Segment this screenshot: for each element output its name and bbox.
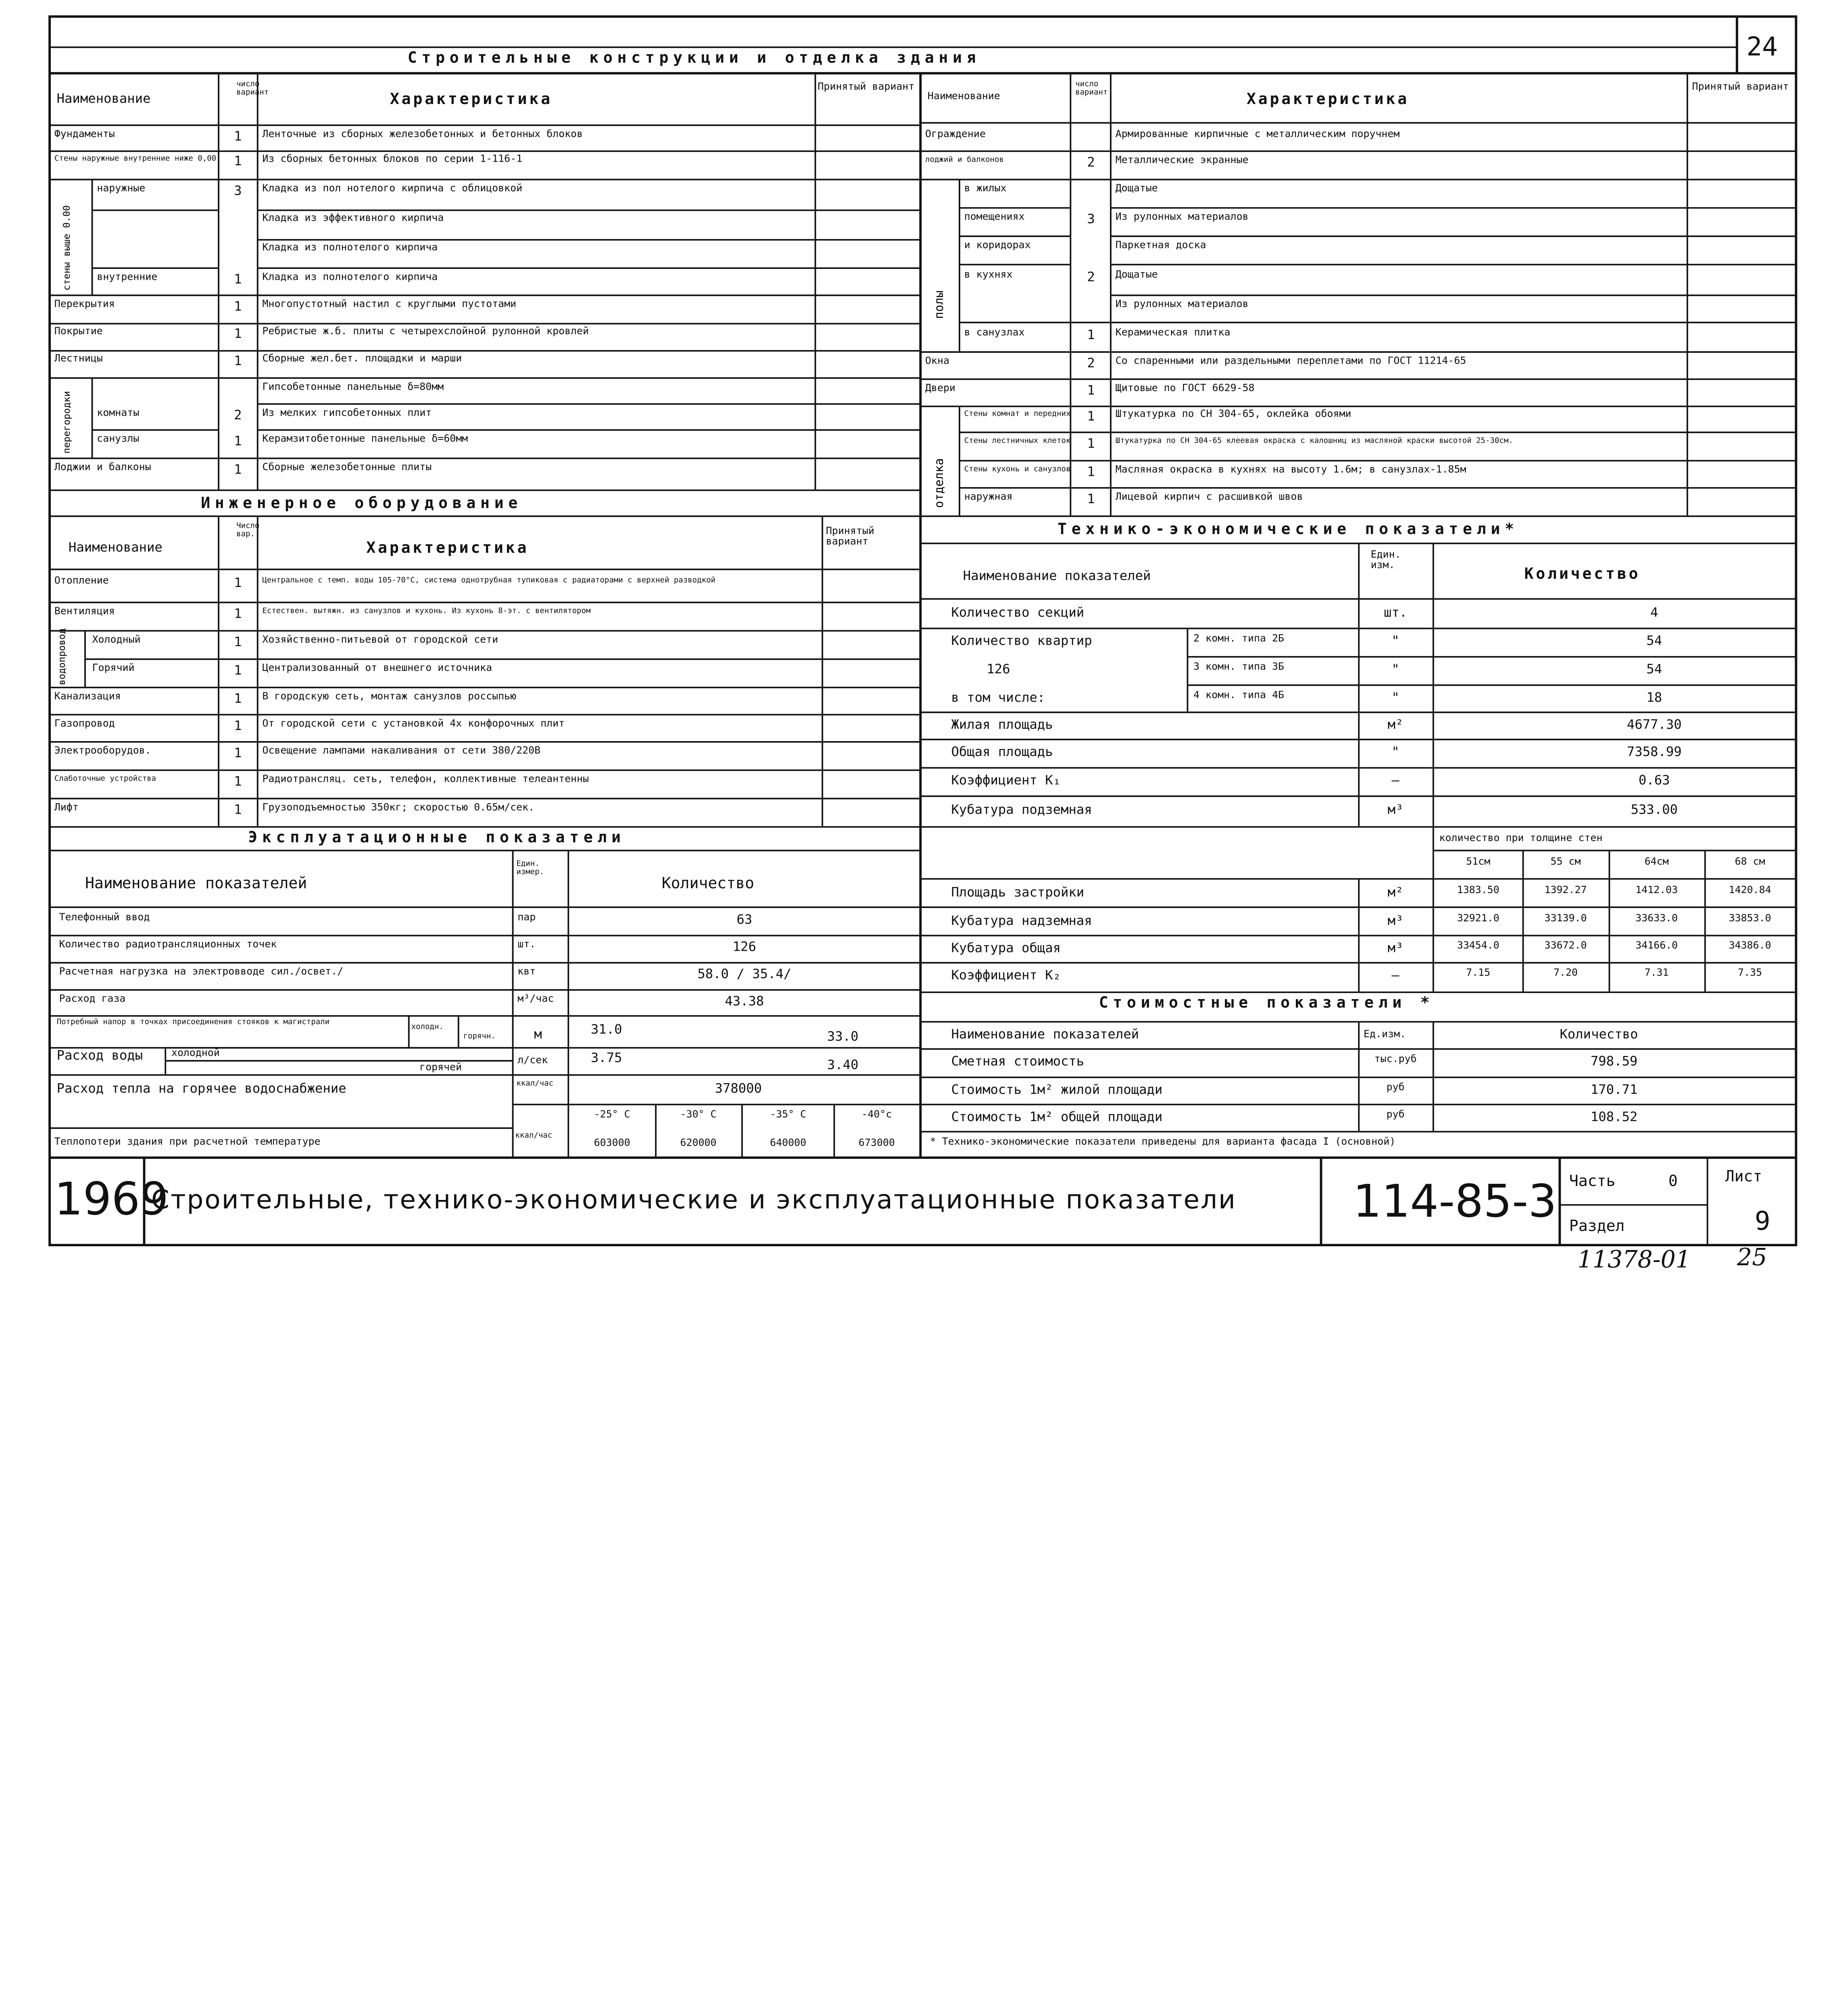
row-unit: м³/час (517, 993, 554, 1006)
row-name: Сметная стоимость (951, 1054, 1084, 1069)
row-characteristic: Хозяйственно-питьевой от городской сети (262, 634, 498, 646)
row-subtype: 3 комн. типа 3Б (1193, 661, 1285, 673)
row-name: Расход газа (59, 993, 126, 1006)
row-variant-count: 1 (234, 353, 242, 369)
row-quantity: 7358.99 (1627, 744, 1682, 760)
row-name: внутренние (97, 271, 158, 284)
water-supply-label: водопровод (56, 628, 67, 685)
main-title: Строительные конструкции и отделка здания (407, 50, 981, 67)
engineering-title: Инженерное оборудование (201, 495, 523, 513)
col-header-accepted: Принятый вариант (818, 81, 915, 94)
row-characteristic: Ребристые ж.б. плиты с четырехслойной рулонной кровлей (262, 326, 589, 338)
exp-header-unit: Един. измер. (516, 858, 544, 876)
row-characteristic: Грузоподъемностью 350кг; скоростью 0.65м/сек. (262, 802, 535, 814)
partitions-label: перегородки (61, 391, 72, 454)
pressure-name: Потребный напор в точках присоединения стояков к магистрали (56, 1017, 330, 1027)
row-characteristic: Центральное с темп. воды 105-70°C, система однотрубная тупиковая с радиаторами с верхней разводкой (262, 575, 716, 585)
row-characteristic: Сборные жел.бет. площадки и марши (262, 353, 462, 365)
row-name: Окна (925, 355, 950, 368)
row-name: Кубатура надземная (951, 913, 1092, 929)
row-characteristic: Керамзитобетонные панельные δ=60мм (262, 433, 468, 446)
row-quantity: 4677.30 (1627, 717, 1682, 733)
row-characteristic: Штукатурка по СН 304-65 клеевая окраска с калошниц из масляной краски высотой 25-30см. (1115, 436, 1513, 446)
row-characteristic: Естествен. вытяжн. из санузлов и кухонь. Из кухонь 8-эт. с вентилятором (262, 606, 591, 616)
row-quantity: 533.00 (1631, 802, 1678, 818)
wall-value: 1383.50 (1457, 885, 1499, 897)
temperature-label: -30° С (680, 1109, 717, 1121)
row-characteristic: Радиотрансляц. сеть, телефон, коллективные телеантенны (262, 774, 589, 786)
wall-thickness-col: 64см (1644, 856, 1669, 868)
wall-value: 34386.0 (1729, 940, 1771, 952)
stamp-year: 1969 (54, 1173, 169, 1225)
row-characteristic: Сборные железобетонные плиты (262, 462, 432, 474)
temperature-label: -35° С (770, 1109, 807, 1121)
row-quantity: 0.63 (1638, 773, 1670, 788)
row-unit: — (1391, 773, 1399, 788)
row-name: Стены наружные внутренние ниже 0,00 (54, 153, 217, 163)
walls-above-label: стены выше 0.00 (61, 205, 72, 291)
row-name: Стоимость 1м² общей площади (951, 1109, 1163, 1125)
row-variant-count: 1 (234, 575, 242, 591)
row-unit: руб (1386, 1109, 1405, 1121)
row-name: в кухнях (964, 269, 1013, 281)
row-name: Площадь застройки (951, 885, 1084, 900)
col-header-name-right: Наименование (927, 91, 1000, 103)
row-variant-count: 1 (234, 606, 242, 622)
row-unit: м³ (1387, 802, 1404, 818)
exp-header-name: Наименование показателей (85, 875, 307, 893)
finish-label: отделка (933, 458, 947, 508)
row-characteristic: Металлические экранные (1115, 154, 1249, 167)
row-variant-count: 1 (234, 662, 242, 678)
wall-value: 34166.0 (1635, 940, 1678, 952)
pressure-unit: м (534, 1026, 542, 1042)
row-name: Коэффициент K₂ (951, 967, 1061, 983)
row-unit: м³ (1387, 940, 1404, 956)
row-variant-count: 3 (1087, 211, 1095, 227)
wall-value: 33454.0 (1457, 940, 1499, 952)
row-variant-count: 1 (234, 774, 242, 789)
row-name: Кубатура общая (951, 940, 1061, 956)
row-name: лоджий и балконов (925, 154, 1004, 165)
row-characteristic: Кладка из эффективного кирпича (262, 212, 444, 225)
row-variant-count: 2 (234, 407, 242, 423)
stamp-title: Строительные, технико-экономические и эксплуатационные показатели (151, 1186, 1237, 1216)
row-unit: м³ (1387, 913, 1404, 929)
row-quantity: 4 (1650, 605, 1658, 621)
row-variant-count: 1 (234, 802, 242, 818)
row-variant-count: 1 (1087, 327, 1095, 343)
row-characteristic: Паркетная доска (1115, 240, 1206, 252)
row-name: Стены комнат и передних (964, 408, 1071, 419)
heat-loss-unit: ккал/час (515, 1130, 553, 1140)
wall-value: 1392.27 (1544, 885, 1587, 897)
row-name: Покрытие (54, 326, 103, 338)
pressure-hot-value: 33.0 (827, 1029, 859, 1044)
row-variant-count: 1 (234, 634, 242, 650)
row-name: Количество квартир (951, 633, 1092, 649)
inventory-number: 11378-01 (1577, 1245, 1691, 1274)
row-variant-count: 1 (1087, 436, 1095, 452)
row-quantity: 798.59 (1590, 1054, 1638, 1069)
wall-value: 33672.0 (1544, 940, 1587, 952)
footnote: * Технико-экономические показатели приведены для варианта фасада I (основной) (930, 1136, 1396, 1148)
row-characteristic: Ленточные из сборных железобетонных и бетонных блоков (262, 129, 583, 141)
row-characteristic: Лицевой кирпич с расшивкой швов (1115, 491, 1303, 504)
wall-value: 33633.0 (1635, 913, 1678, 925)
col-header-accepted-right: Принятый вариант (1692, 81, 1789, 94)
heat-hot-name: Расход тепла на горячее водоснабжение (56, 1081, 346, 1096)
wall-value: 7.31 (1644, 967, 1669, 979)
row-name: в том числе: (951, 690, 1045, 706)
wall-value: 33139.0 (1544, 913, 1587, 925)
row-characteristic: Гипсобетонные панельные δ=80мм (262, 381, 444, 394)
row-name: Общая площадь (951, 744, 1053, 760)
heat-loss-value: 640000 (770, 1137, 807, 1150)
row-unit: тыс.руб (1374, 1054, 1417, 1066)
row-characteristic: Централизованный от внешнего источника (262, 662, 492, 675)
row-name: Лифт (54, 802, 79, 814)
eng-header-accepted: Принятый вариант (826, 525, 874, 548)
row-quantity: 54 (1646, 661, 1662, 677)
row-variant-count: 2 (1087, 269, 1095, 285)
row-characteristic: Керамическая плитка (1115, 327, 1230, 339)
row-quantity: 170.71 (1590, 1082, 1638, 1098)
row-name: Холодный (92, 634, 141, 646)
row-name: наружная (964, 491, 1013, 504)
row-name: Отопление (54, 575, 109, 587)
row-name: Количество радиотрансляционных точек (59, 939, 277, 951)
row-characteristic: Многопустотный настил с круглыми пустотами (262, 299, 517, 311)
row-variant-count: 1 (1087, 408, 1095, 424)
col-header-char-right: Характеристика (1246, 91, 1410, 109)
row-characteristic: Из мелких гипсобетонных плит (262, 407, 432, 420)
row-characteristic: Кладка из полнотелого кирпича (262, 242, 438, 254)
col-header-count-right: число вариант (1075, 79, 1108, 96)
row-unit: м² (1387, 885, 1404, 900)
row-name: Коэффициент K₁ (951, 773, 1061, 788)
row-characteristic: Из сборных бетонных блоков по серии 1-116-1 (262, 153, 523, 166)
row-name: Лоджии и балконы (54, 462, 151, 474)
col-header-count: число вариант (236, 79, 269, 96)
row-variant-count: 1 (234, 153, 242, 169)
stamp-sheet-label: Лист (1725, 1168, 1762, 1186)
row-name: Двери (925, 383, 956, 395)
heat-loss-value: 620000 (680, 1137, 717, 1150)
row-quantity: 126 (732, 939, 756, 955)
water-use-name: Расход воды (56, 1048, 143, 1063)
row-characteristic: Щитовые по ГОСТ 6629-58 (1115, 383, 1255, 395)
row-name: Жилая площадь (951, 717, 1053, 733)
tep-title: Технико-экономические показатели* (1057, 521, 1519, 539)
row-name: Канализация (54, 691, 121, 703)
row-unit: шт. (517, 939, 536, 951)
walls-thickness-header: количество при толщине стен (1439, 833, 1603, 845)
row-variant-count: 1 (1087, 491, 1095, 507)
row-characteristic: Масляная окраска в кухнях на высоту 1.6м; в санузлах-1.85м (1115, 464, 1466, 476)
row-quantity: 54 (1646, 633, 1662, 649)
row-name: 126 (986, 661, 1010, 677)
temperature-label: -40°с (861, 1109, 892, 1121)
wall-value: 7.35 (1738, 967, 1762, 979)
row-unit: м² (1387, 717, 1404, 733)
row-unit: " (1391, 744, 1399, 760)
row-variant-count: 1 (234, 433, 242, 449)
row-name: Вентиляция (54, 606, 115, 618)
row-name: Расчетная нагрузка на электровводе сил./освет./ (59, 966, 344, 978)
row-unit: квт (517, 966, 536, 978)
row-name: Количество секций (951, 605, 1084, 621)
stamp-sheet: 9 (1754, 1207, 1771, 1237)
row-quantity: 108.52 (1590, 1109, 1638, 1125)
eng-header-name: Наименование (68, 539, 163, 556)
row-name: комнаты (97, 407, 140, 420)
row-name: в санузлах (964, 327, 1025, 339)
row-unit: руб (1386, 1082, 1405, 1094)
row-variant-count: 2 (1087, 355, 1095, 371)
row-unit: — (1391, 967, 1399, 983)
row-subtype: 2 комн. типа 2Б (1193, 633, 1285, 645)
heat-loss-value: 603000 (594, 1137, 630, 1150)
row-unit: " (1391, 633, 1399, 649)
row-characteristic: Из рулонных материалов (1115, 211, 1249, 223)
row-name: Стены лестничных клеток (964, 436, 1071, 446)
row-variant-count: 1 (1087, 464, 1095, 480)
wall-thickness-col: 55 см (1550, 856, 1581, 868)
cost-header-unit: Ед.изм. (1363, 1029, 1406, 1041)
row-variant-count: 1 (234, 271, 242, 287)
pressure-cold-value: 31.0 (590, 1022, 622, 1037)
temperature-label: -25° С (594, 1109, 630, 1121)
wall-value: 32921.0 (1457, 913, 1499, 925)
row-name: помещениях (964, 211, 1025, 223)
wall-thickness-col: 68 см (1735, 856, 1765, 868)
row-variant-count: 1 (234, 718, 242, 734)
row-name: Стоимость 1м² жилой площади (951, 1082, 1163, 1098)
tep-header-name: Наименование показателей (963, 568, 1151, 584)
row-name: Ограждение (925, 129, 986, 141)
row-characteristic: Дощатые (1115, 183, 1158, 195)
wall-value: 33853.0 (1729, 913, 1771, 925)
wall-value: 1412.03 (1635, 885, 1678, 897)
row-characteristic: Кладка из полнотелого кирпича (262, 271, 438, 284)
row-variant-count: 1 (1087, 383, 1095, 398)
tep-header-qty: Количество (1524, 566, 1641, 584)
cost-header-name: Наименование показателей (951, 1026, 1139, 1042)
row-characteristic: Штукатурка по СН 304-65, оклейка обоями (1115, 408, 1351, 421)
row-unit: " (1391, 661, 1399, 677)
row-variant-count: 1 (234, 299, 242, 314)
floors-label: полы (933, 290, 947, 319)
stamp-section-label: Раздел (1569, 1218, 1625, 1236)
row-name: Фундаменты (54, 129, 115, 141)
heat-hot-unit: ккал/час (516, 1078, 554, 1088)
row-name: санузлы (97, 433, 140, 446)
row-variant-count: 3 (234, 183, 242, 199)
row-characteristic: Из рулонных материалов (1115, 299, 1249, 311)
row-quantity: 63 (736, 912, 753, 927)
row-variant-count: 1 (234, 745, 242, 761)
page-number: 25 (1737, 1243, 1767, 1271)
stamp-code: 114-85-3 (1353, 1175, 1557, 1228)
row-characteristic: Дощатые (1115, 269, 1158, 281)
cost-header-qty: Количество (1560, 1026, 1638, 1042)
row-quantity: 43.38 (725, 993, 764, 1009)
row-name: Кубатура подземная (951, 802, 1092, 818)
row-unit: пар (517, 912, 536, 924)
water-use-cold: холодной (171, 1048, 220, 1060)
stamp-part: 0 (1668, 1173, 1678, 1191)
row-name: Слаботочные устройства (54, 774, 156, 783)
row-name: Газопровод (54, 718, 115, 730)
heat-loss-name: Теплопотери здания при расчетной температуре (54, 1136, 321, 1148)
eng-header-char: Характеристика (366, 539, 529, 558)
exploitation-title: Эксплуатационные показатели (248, 829, 626, 847)
row-variant-count: 2 (1087, 154, 1095, 170)
wall-thickness-col: 51см (1466, 856, 1491, 868)
row-name: в жилых (964, 183, 1007, 195)
row-unit: " (1391, 690, 1399, 706)
row-name: Лестницы (54, 353, 103, 365)
cost-title: Стоимостные показатели * (1099, 994, 1435, 1012)
row-name: и коридорах (964, 240, 1031, 252)
heat-loss-value: 673000 (858, 1137, 895, 1150)
pressure-hot: горячн. (463, 1031, 496, 1041)
stamp-part-label: Часть (1569, 1173, 1616, 1191)
row-name: наружные (97, 183, 146, 195)
eng-header-count: Число вар. (236, 521, 260, 538)
heat-hot-value: 378000 (715, 1081, 762, 1096)
row-characteristic: Кладка из пол нотелого кирпича с облицовкой (262, 183, 523, 195)
wall-value: 7.15 (1466, 967, 1491, 979)
water-use-unit: л/сек (517, 1055, 548, 1067)
row-characteristic: Освещение лампами накаливания от сети 380/220В (262, 745, 541, 758)
row-quantity: 18 (1646, 690, 1662, 706)
row-name: Стены кухонь и санузлов (964, 464, 1071, 474)
row-name: Горячий (92, 662, 135, 675)
row-subtype: 4 комн. типа 4Б (1193, 690, 1285, 702)
row-characteristic: В городскую сеть, монтаж санузлов россыпью (262, 691, 517, 703)
row-variant-count: 1 (234, 691, 242, 707)
water-use-hot: горячей (419, 1062, 462, 1074)
col-header-name: Наименование (56, 91, 151, 106)
row-name: Перекрытия (54, 299, 115, 311)
pressure-cold: холодн. (411, 1022, 444, 1031)
water-use-cold-value: 3.75 (590, 1050, 622, 1066)
wall-value: 7.20 (1553, 967, 1578, 979)
row-characteristic: Со спаренными или раздельными переплетами по ГОСТ 11214-65 (1115, 355, 1466, 368)
row-unit: шт. (1383, 605, 1408, 621)
row-characteristic: От городской сети с установкой 4х конфорочных плит (262, 718, 565, 730)
row-quantity: 58.0 / 35.4/ (697, 966, 792, 982)
tep-header-unit: Един. изм. (1370, 549, 1401, 571)
sheet-corner-number: 24 (1746, 33, 1778, 63)
water-use-hot-value: 3.40 (827, 1057, 859, 1073)
row-name: Телефонный ввод (59, 912, 150, 924)
row-variant-count: 1 (234, 462, 242, 477)
exp-header-qty: Количество (661, 875, 755, 893)
col-header-char: Характеристика (390, 91, 553, 109)
row-name: Электрооборудов. (54, 745, 151, 758)
wall-value: 1420.84 (1729, 885, 1771, 897)
row-variant-count: 1 (234, 326, 242, 342)
row-characteristic: Армированные кирпичные с металлическим поручнем (1115, 129, 1400, 141)
row-variant-count: 1 (234, 129, 242, 144)
